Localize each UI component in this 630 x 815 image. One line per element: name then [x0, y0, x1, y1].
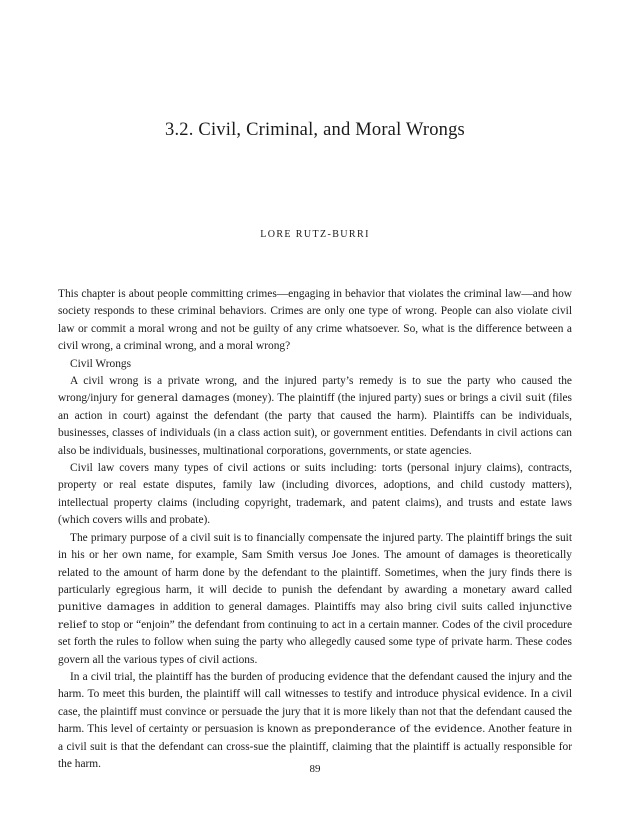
page-number: 89: [309, 763, 321, 775]
paragraph-civil-trial: [58, 669, 572, 773]
author-name: LORE RUTZ-BURRI: [260, 229, 370, 240]
paragraph-civil-law: Civil law covers many types of civil actions or suits including: torts (personal injury claims), contracts, property or real estate disputes, family law (including divorces, adoptions, and child custody matters), intellectual property claims (including copyright, trademark, and patent claims), and trusts and estate laws (which covers wills and probate).: [58, 462, 572, 527]
paragraph-civil-wrong: [58, 373, 572, 460]
text-span: (files an action in court) against the defendant (the party that caused the harm). Plaintiffs can be individuals, businesses, classes of individuals (in a class action suit), or government entities. Defendants in civil actions can also be individuals, businesses, multinational corporations, governments, or state agencies.: [58, 392, 572, 457]
text-span: A civil wrong is a private wrong, and the injured party’s remedy is to sue the party who caused the wrong/injury for: [58, 375, 572, 405]
text-span: The primary purpose of a civil suit is to financially compensate the injured party. The plaintiff brings the suit in his or her own name, for example, Sam Smith versus Joe Jones. The amount of damages is theoretically related to the amount of harm done by the defendant to the plaintiff. Sometimes, when the jury finds there is particularly egregious harm, it will decide to punish the defendant by awarding a monetary award called: [58, 531, 572, 596]
paragraph-civil-suit-purpose: [58, 530, 572, 669]
text-span: . Another feature in a civil suit is that the defendant can cross-sue the plaintiff, claiming that the plaintiff is actually responsible for the harm.: [58, 723, 572, 770]
key-term: preponderance of the evidence: [314, 723, 483, 736]
text-span: in addition to general damages. Plaintiffs may also bring civil suits called: [154, 601, 520, 614]
key-term: civil suit: [499, 392, 546, 405]
text-span: In a civil trial, the plaintiff has the burden of producing evidence that the defendant caused the injury and the harm. To meet this burden, the plaintiff will call witnesses to testify and introduce physical evidence. In a civil case, the plaintiff must convince or persuade the jury that it is more likely than not that the defendant caused the harm. This level of certainty or persuasion is known as: [58, 670, 572, 736]
chapter-title: 3.2. Civil, Criminal, and Moral Wrongs: [165, 120, 465, 140]
section-heading: Civil Wrongs: [70, 357, 132, 370]
key-term: general damages: [137, 392, 230, 405]
body-text: [58, 286, 572, 773]
text-span: (money). The plaintiff (the injured party) sues or brings a: [229, 392, 500, 405]
intro-paragraph: This chapter is about people committing crimes—engaging in behavior that violates the criminal law—and how society responds to these criminal behaviors. Crimes are only one type of wrong. People can also violate civil law or commit a moral wrong and not be guilty of any crime whatsoever. So, what is the difference between a civil wrong, a criminal wrong, and a moral wrong?: [58, 288, 572, 353]
key-term: punitive damages: [58, 601, 155, 614]
key-term: injunctive relief: [58, 601, 572, 631]
text-span: to stop or “enjoin” the defendant from continuing to act in a certain manner. Codes of the civil procedure set forth the rules to follow when suing the party who allegedly caused some type of private harm. These codes govern all the various types of civil actions.: [58, 618, 572, 666]
